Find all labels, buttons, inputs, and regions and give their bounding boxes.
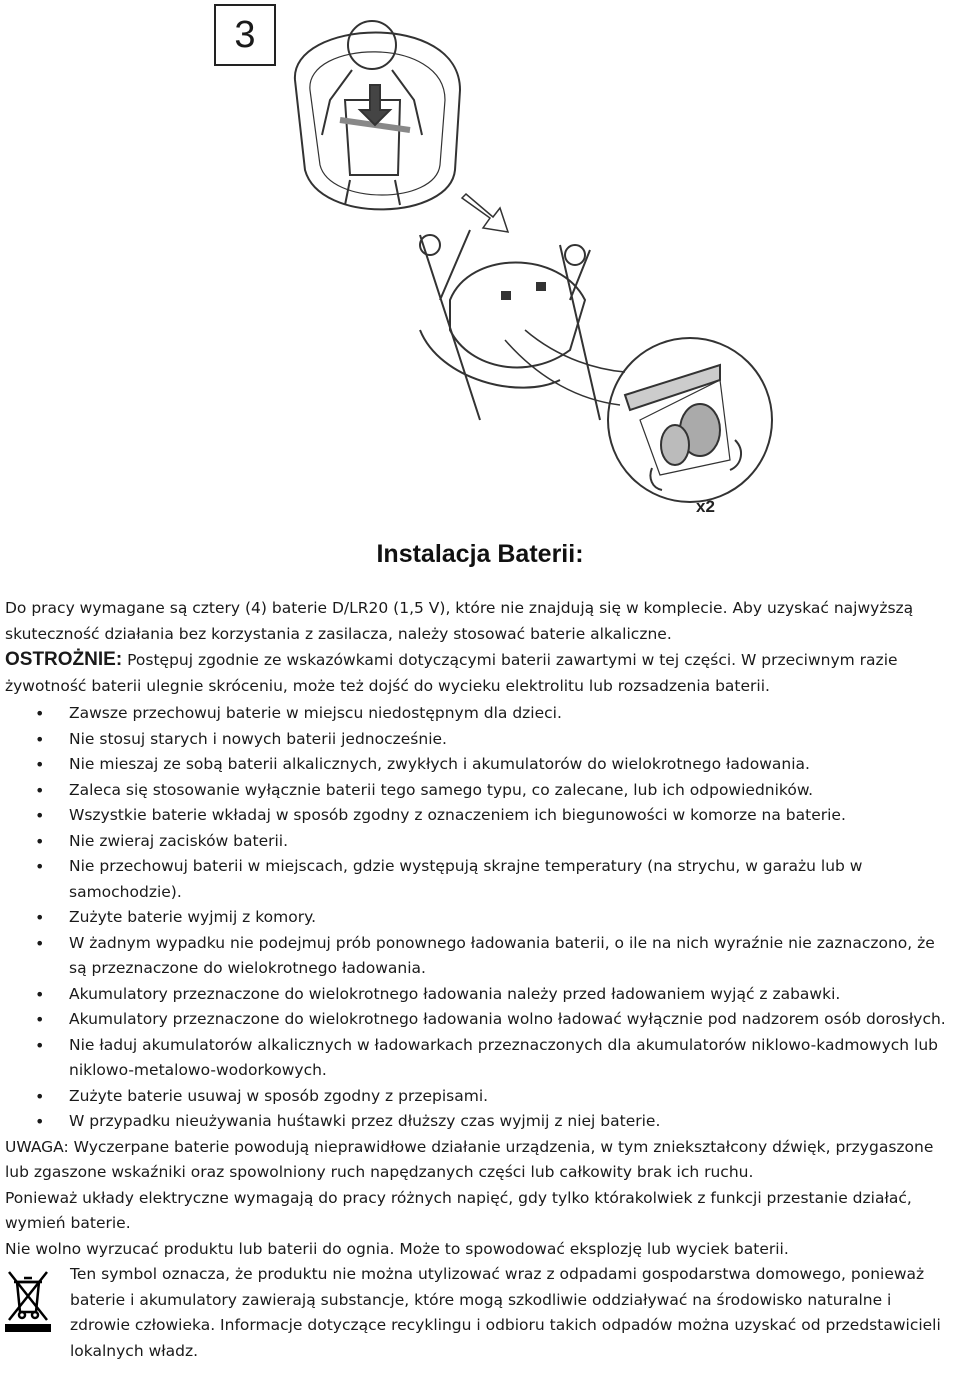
list-item: • Akumulatory przeznaczone do wielokrotnego ładowania wolno ładować wyłącznie pod nadzorem osób dorosłych. <box>5 1007 955 1033</box>
list-item: • W żadnym wypadku nie podejmuj prób ponownego ładowania baterii, o ile na nich wyraźnie nie zaznaczono, że są przeznaczone do wielokrotnego ładowania. <box>5 931 955 982</box>
insert-arrow-icon <box>462 194 508 232</box>
rotate-arrow-icon <box>730 440 741 470</box>
list-item: • Zawsze przechowuj baterie w miejscu niedostępnym dla dzieci. <box>5 701 955 727</box>
notice-paragraph: UWAGA: Wyczerpane baterie powodują nieprawidłowe działanie urządzenia, w tym zniekształcony dźwięk, przygaszone lub zgaszone wskaźniki oraz spowolniony ruch napędzanych części lub całkowity brak ich ruchu. <box>5 1137 934 1181</box>
intro-paragraph: Do pracy wymagane są cztery (4) baterie D/LR20 (1,5 V), które nie znajdują się w komplecie. Aby uzyskać najwyższą skuteczność działania bez korzystania z zasilacza, należy stosować baterie alkaliczne. <box>5 599 914 643</box>
instructions-body <box>5 596 955 1364</box>
list-item: • Akumulatory przeznaczone do wielokrotnego ładowania należy przed ładowaniem wyjąć z zabawki. <box>5 982 955 1008</box>
assembly-illustration <box>0 0 960 520</box>
caution-paragraph <box>5 647 955 699</box>
list-item: • Zużyte baterie wyjmij z komory. <box>5 905 955 931</box>
caution-label: OSTROŻNIE: <box>5 649 123 670</box>
step-number-box: 3 <box>214 4 276 66</box>
weee-section <box>5 1262 955 1364</box>
list-item: • Zaleca się stosowanie wyłącznie baterii tego samego typu, co zalecane, lub ich odpowiedników. <box>5 778 955 804</box>
down-arrow-icon <box>360 85 390 125</box>
swing-drawing <box>0 0 960 520</box>
battery-safety-list <box>5 701 955 1135</box>
baby-head <box>348 21 396 69</box>
crossed-out-bin-icon <box>5 1268 51 1332</box>
section-heading: Instalacja Baterii: <box>376 540 584 568</box>
weee-paragraph: Ten symbol oznacza, że produktu nie można utylizować wraz z odpadami gospodarstwa domowego, ponieważ baterie i akumulatory zawierają substancje, które mogą szkodliwie oddziaływać na środowisko naturalne i zdrowie człowieka. Informacje dotyczące recyklingu i odbioru takich odpadów można uzyskać od przedstawicieli lokalnych władz. <box>70 1265 941 1360</box>
list-item: • Zużyte baterie usuwaj w sposób zgodny z przepisami. <box>5 1084 955 1110</box>
list-item: • Nie mieszaj ze sobą baterii alkalicznych, zwykłych i akumulatorów do wielokrotnego ładowania. <box>5 752 955 778</box>
fire-warning-paragraph: Nie wolno wyrzucać produktu lub baterii do ognia. Może to spowodować eksplozję lub wyciek baterii. <box>5 1239 789 1258</box>
list-item: • Nie ładuj akumulatorów alkalicznych w ładowarkach przeznaczonych dla akumulatorów niklowo-kadmowych lub niklowo-metalowo-wodorkowych. <box>5 1033 955 1084</box>
list-item: • Nie stosuj starych i nowych baterii jednocześnie. <box>5 727 955 753</box>
voltage-note-paragraph: Ponieważ układy elektryczne wymagają do pracy różnych napięć, gdy tylko którakolwiek z funkcji przestanie działać, wymień baterie. <box>5 1188 912 1232</box>
list-item: • Nie przechowuj baterii w miejscach, gdzie występują skrajne temperatury (na strychu, w garażu lub w samochodzie). <box>5 854 955 905</box>
quantity-label: x2 <box>696 497 715 516</box>
list-item: • Nie zwieraj zacisków baterii. <box>5 829 955 855</box>
list-item: • W przypadku nieużywania huśtawki przez dłuższy czas wyjmij z niej baterie. <box>5 1109 955 1135</box>
list-item: • Wszystkie baterie wkładaj w sposób zgodny z oznaczeniem ich biegunowości w komorze na baterie. <box>5 803 955 829</box>
caution-text: Postępuj zgodnie ze wskazówkami dotyczącymi baterii zawartymi w tej części. W przeciwnym razie żywotność baterii ulegnie skróceniu, może też dojść do wycieku elektrolitu lub rozsadzenia baterii. <box>5 651 898 695</box>
